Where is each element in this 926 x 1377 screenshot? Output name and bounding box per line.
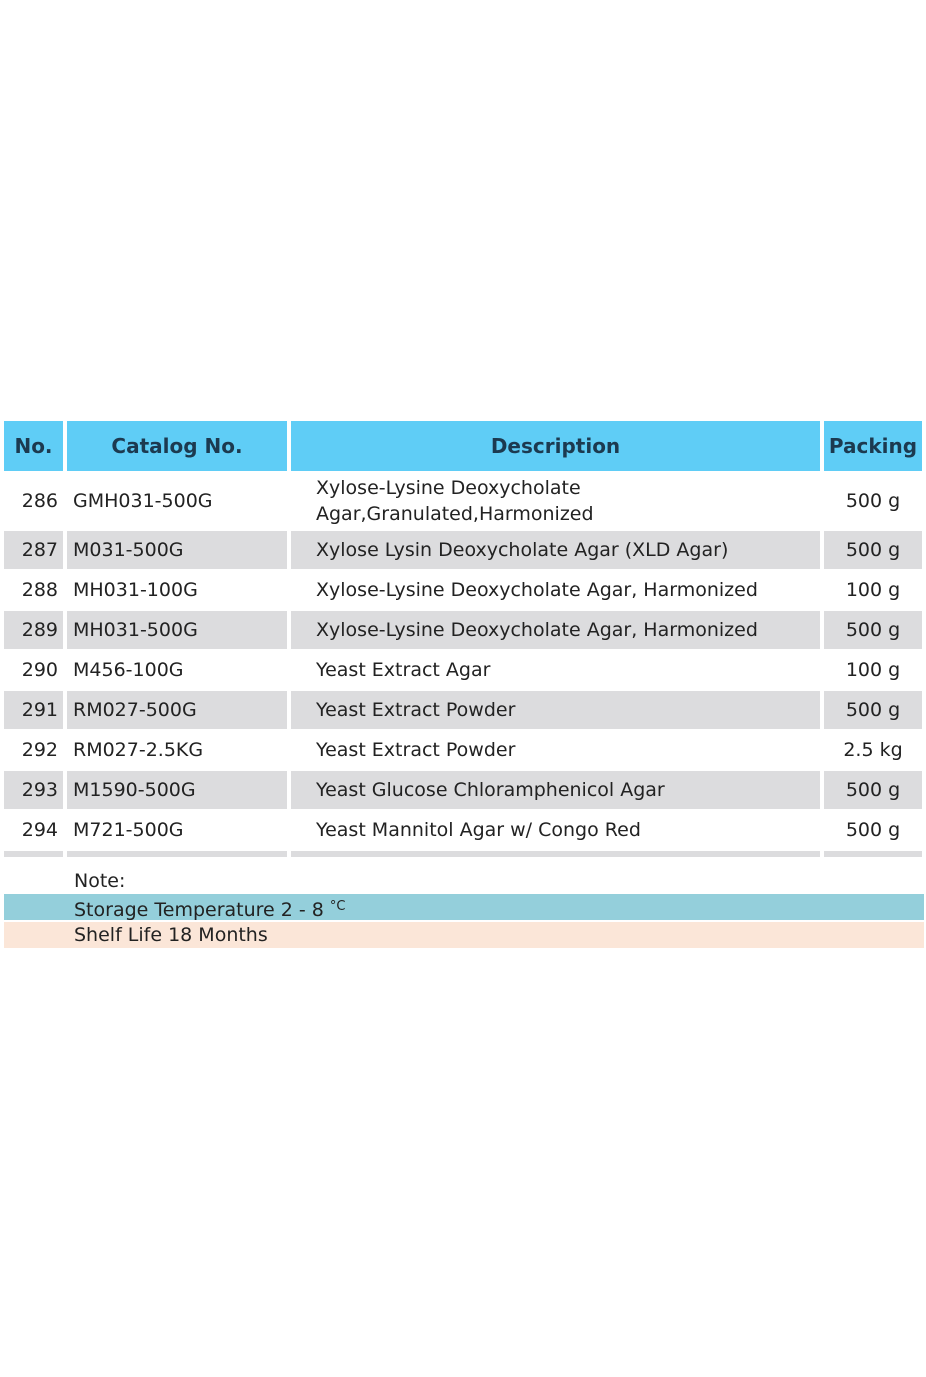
row-packing: 500 g: [845, 490, 901, 512]
row-no: 294: [21, 819, 58, 841]
note-label: Note:: [74, 870, 126, 892]
row-no: 291: [4, 691, 63, 729]
row-catalog: M031-500G: [67, 531, 287, 569]
shelf-life-note: Shelf Life 18 Months: [4, 922, 924, 948]
edge-no: [4, 851, 63, 857]
row-no: 286: [21, 490, 58, 512]
row-no: 288: [21, 579, 58, 601]
row-description: Xylose-Lysine Deoxycholate Agar, Harmonized: [316, 579, 758, 601]
table-header: [4, 421, 922, 471]
row-packing: 500 g: [824, 691, 922, 729]
edge-packing: [824, 851, 922, 857]
row-no: 292: [21, 739, 58, 761]
row-description: Yeast Extract Powder: [316, 739, 516, 761]
row-description: Xylose Lysin Deoxycholate Agar (XLD Agar): [291, 531, 820, 569]
row-description: Yeast Mannitol Agar w/ Congo Red: [316, 819, 641, 841]
row-catalog: RM027-500G: [67, 691, 287, 729]
storage-temperature-note: [4, 894, 924, 920]
row-description: Xylose-Lysine Deoxycholate Agar,Granulated,Harmonized: [316, 477, 594, 525]
edge-description: [291, 851, 820, 857]
row-catalog: M456-100G: [73, 659, 184, 681]
row-catalog: GMH031-500G: [73, 490, 213, 512]
table-row: [4, 611, 922, 649]
row-packing: 500 g: [824, 611, 922, 649]
table-bottom-edge: [4, 851, 922, 857]
table-row: [4, 691, 922, 729]
edge-catalog: [67, 851, 287, 857]
header-packing: Packing: [824, 421, 922, 471]
row-catalog: M1590-500G: [67, 771, 287, 809]
row-packing: 100 g: [845, 659, 901, 681]
row-packing: 2.5 kg: [843, 739, 903, 761]
row-catalog: MH031-100G: [73, 579, 198, 601]
table-row: [4, 651, 922, 689]
table-row: [4, 571, 922, 609]
product-table: [4, 421, 922, 857]
row-no: 293: [4, 771, 63, 809]
row-no: 290: [21, 659, 58, 681]
header-no: No.: [4, 421, 63, 471]
table-row: [4, 811, 922, 849]
row-no: 287: [4, 531, 63, 569]
storage-text: Storage Temperature 2 - 8: [74, 899, 324, 921]
row-packing: 500 g: [845, 819, 901, 841]
row-description: Yeast Extract Agar: [316, 659, 491, 681]
header-catalog: Catalog No.: [67, 421, 287, 471]
row-description: Yeast Glucose Chloramphenicol Agar: [291, 771, 820, 809]
row-packing: 500 g: [824, 531, 922, 569]
row-catalog: M721-500G: [73, 819, 184, 841]
header-description: Description: [291, 421, 820, 471]
table-row: [4, 771, 922, 809]
table-row: [4, 731, 922, 769]
row-catalog: RM027-2.5KG: [73, 739, 204, 761]
row-no: 289: [4, 611, 63, 649]
table-row: [4, 531, 922, 569]
row-packing: 500 g: [824, 771, 922, 809]
row-packing: 100 g: [845, 579, 901, 601]
table-row: [4, 473, 922, 529]
degree-unit: °C: [329, 899, 346, 914]
row-description: Yeast Extract Powder: [291, 691, 820, 729]
row-catalog: MH031-500G: [67, 611, 287, 649]
row-description: Xylose-Lysine Deoxycholate Agar, Harmonized: [291, 611, 820, 649]
